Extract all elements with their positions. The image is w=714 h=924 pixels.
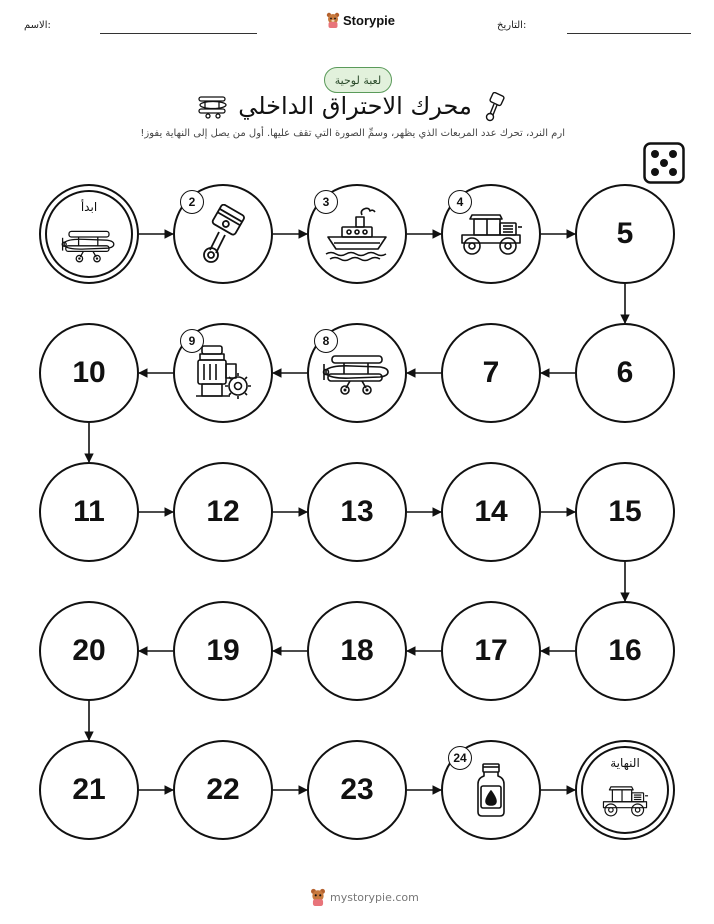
space-number: 6 (616, 356, 634, 389)
board-space-17[interactable] (441, 601, 541, 701)
engine-icon (192, 342, 254, 404)
board-space-11[interactable] (39, 462, 139, 562)
name-label: الاسم: (24, 20, 51, 31)
oil-bottle-icon (474, 762, 508, 818)
board-space-2[interactable] (173, 184, 273, 284)
space-number: 13 (340, 495, 374, 528)
space-number-badge: 24 (448, 746, 472, 770)
space-number: 7 (482, 356, 500, 389)
board-space-13[interactable] (307, 462, 407, 562)
page-title: محرك الاحتراق الداخلي (238, 92, 472, 120)
space-number: 17 (474, 634, 508, 667)
space-number-badge: 4 (448, 190, 472, 214)
space-number: 15 (608, 495, 642, 528)
space-number: 23 (340, 773, 374, 806)
board-space-20[interactable] (39, 601, 139, 701)
board-space-22[interactable] (173, 740, 273, 840)
start-label: ابدأ (80, 200, 98, 214)
space-number: 5 (616, 217, 634, 250)
space-number-badge: 8 (314, 329, 338, 353)
instructions: ارم النرد، تحرك عدد المربعات الذي يظهر، وسمِّ الصورة التي تقف عليها. أول من يصل إلى النهاية يفوز! (140, 128, 565, 139)
piston-icon (197, 204, 249, 264)
board-space-7[interactable] (441, 323, 541, 423)
board-space-5[interactable] (575, 184, 675, 284)
space-number: 12 (206, 495, 240, 528)
board-space-25[interactable] (575, 740, 675, 840)
board-space-9[interactable] (173, 323, 273, 423)
board-space-10[interactable] (39, 323, 139, 423)
finish-label: النهاية (610, 756, 640, 770)
space-number: 10 (72, 356, 106, 389)
footer (310, 888, 419, 906)
board-space-14[interactable] (441, 462, 541, 562)
date-label: التاريخ: (497, 20, 527, 31)
space-number: 19 (206, 634, 240, 667)
biplane-icon (61, 226, 117, 264)
space-number: 18 (340, 634, 374, 667)
board-space-1[interactable] (39, 184, 139, 284)
board-space-24[interactable] (441, 740, 541, 840)
space-number: 11 (73, 495, 105, 528)
space-number-badge: 9 (180, 329, 204, 353)
board-space-6[interactable] (575, 323, 675, 423)
brand-name: Storypie (343, 12, 396, 28)
game-type-tag: لعبة لوحية (324, 67, 392, 93)
board-space-23[interactable] (307, 740, 407, 840)
footer-url[interactable]: mystorypie.com (330, 890, 419, 904)
space-number: 20 (72, 634, 106, 667)
board-space-3[interactable] (307, 184, 407, 284)
space-number-badge: 2 (180, 190, 204, 214)
space-number: 14 (474, 495, 508, 528)
board-space-16[interactable] (575, 601, 675, 701)
board-space-4[interactable] (441, 184, 541, 284)
space-number-badge: 3 (314, 190, 338, 214)
bear-mascot-icon (310, 888, 326, 906)
board-space-18[interactable] (307, 601, 407, 701)
vintage-car-icon (599, 782, 651, 820)
board-space-8[interactable] (307, 323, 407, 423)
space-number: 22 (206, 773, 240, 806)
board-space-12[interactable] (173, 462, 273, 562)
boat-icon (322, 205, 392, 263)
board-space-21[interactable] (39, 740, 139, 840)
board-space-15[interactable] (575, 462, 675, 562)
space-number: 21 (72, 773, 106, 806)
board-space-19[interactable] (173, 601, 273, 701)
vintage-car-icon (456, 209, 526, 259)
space-number: 16 (608, 634, 642, 667)
biplane-icon (322, 350, 392, 396)
